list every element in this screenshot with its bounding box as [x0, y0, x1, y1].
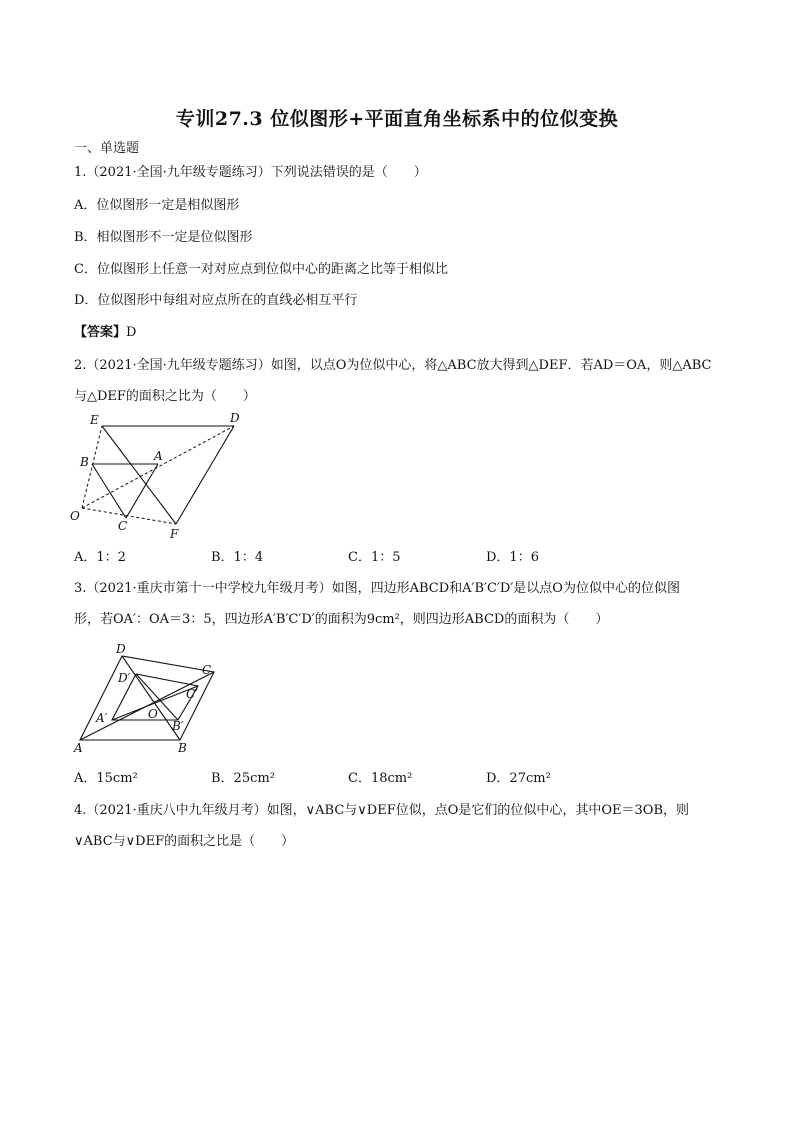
answer-value: D: [126, 325, 137, 340]
q1-answer: [74, 324, 136, 342]
q3-option-d: D．27cm²: [486, 771, 551, 786]
q2-label-b: B: [80, 455, 89, 469]
q2-label-c: C: [118, 519, 128, 533]
q2-option-b: B．1：4: [211, 550, 264, 565]
q2-stem-line2: 与△DEF的面积之比为（ ）: [74, 389, 256, 404]
q2-label-a: A: [154, 449, 163, 463]
q2-label-o: O: [70, 509, 80, 523]
q3-label-c: C: [202, 663, 212, 677]
q1-option-a: A．位似图形一定是相似图形: [74, 198, 240, 213]
answer-label: 【答案】: [74, 325, 127, 340]
q3-stem-line1: 3.（2021·重庆市第十一中学校九年级月考）如图，四边形ABCD和A′B′C′D′是以点O为位似中心的位似图: [74, 581, 680, 596]
q2-option-a: A．1：2: [74, 550, 126, 565]
q2-edge-ac: [126, 464, 158, 518]
q3-label-c-prime: C′: [186, 687, 198, 701]
q2-option-c: C．1：5: [348, 550, 401, 565]
q3-label-o: O: [148, 707, 158, 721]
q4-stem-line2: ∨ABC与∨DEF的面积之比是（ ）: [74, 834, 295, 849]
q3-option-b: B．25cm²: [211, 771, 275, 786]
q2-edge-cb: [92, 464, 126, 518]
q1-option-d: D．位似图形中每组对应点所在的直线必相互平行: [74, 293, 358, 308]
q2-edge-df: [176, 426, 234, 524]
q3-label-b: B: [178, 741, 187, 755]
q2-option-d: D．1：6: [486, 550, 539, 565]
q3-label-a: A: [74, 741, 83, 755]
q2-figure: [62, 408, 252, 544]
q3-label-a-prime: A′: [96, 711, 108, 725]
q2-dash-of: [82, 508, 176, 524]
q3-label-d: D: [116, 642, 126, 656]
q1-option-b: B．相似图形不一定是位似图形: [74, 230, 253, 245]
q2-label-f: F: [170, 527, 179, 541]
q3-figure: [68, 640, 228, 756]
q2-edge-fe: [102, 426, 176, 524]
q3-label-b-prime: B′: [172, 719, 184, 733]
q3-stem-line2: 形，若OA′：OA＝3：5，四边形A′B′C′D′的面积为9cm²，则四边形ABCD的面积为（ ）: [74, 612, 609, 627]
page-title: 专训27.3 位似图形+平面直角坐标系中的位似变换: [175, 108, 619, 130]
q3-option-c: C．18cm²: [348, 771, 413, 786]
q4-stem-line1: 4.（2021·重庆八中九年级月考）如图，∨ABC与∨DEF位似，点O是它们的位似中心，其中OE＝3OB，则: [74, 803, 689, 818]
q2-label-d: D: [230, 411, 240, 425]
q3-option-a: A．15cm²: [74, 771, 138, 786]
q1-stem: 1.（2021·全国·九年级专题练习）下列说法错误的是（ ）: [74, 165, 427, 180]
q2-stem-line1: 2.（2021·全国·九年级专题练习）如图，以点O为位似中心，将△ABC放大得到△DEF．若AD＝OA，则△ABC: [74, 358, 712, 373]
q1-option-c: C．位似图形上任意一对对应点到位似中心的距离之比等于相似比: [74, 262, 448, 277]
section-heading: 一、单选题: [74, 141, 140, 156]
q2-dash-od: [82, 426, 234, 508]
q3-label-d-prime: D′: [118, 671, 131, 685]
q2-label-e: E: [90, 413, 99, 427]
